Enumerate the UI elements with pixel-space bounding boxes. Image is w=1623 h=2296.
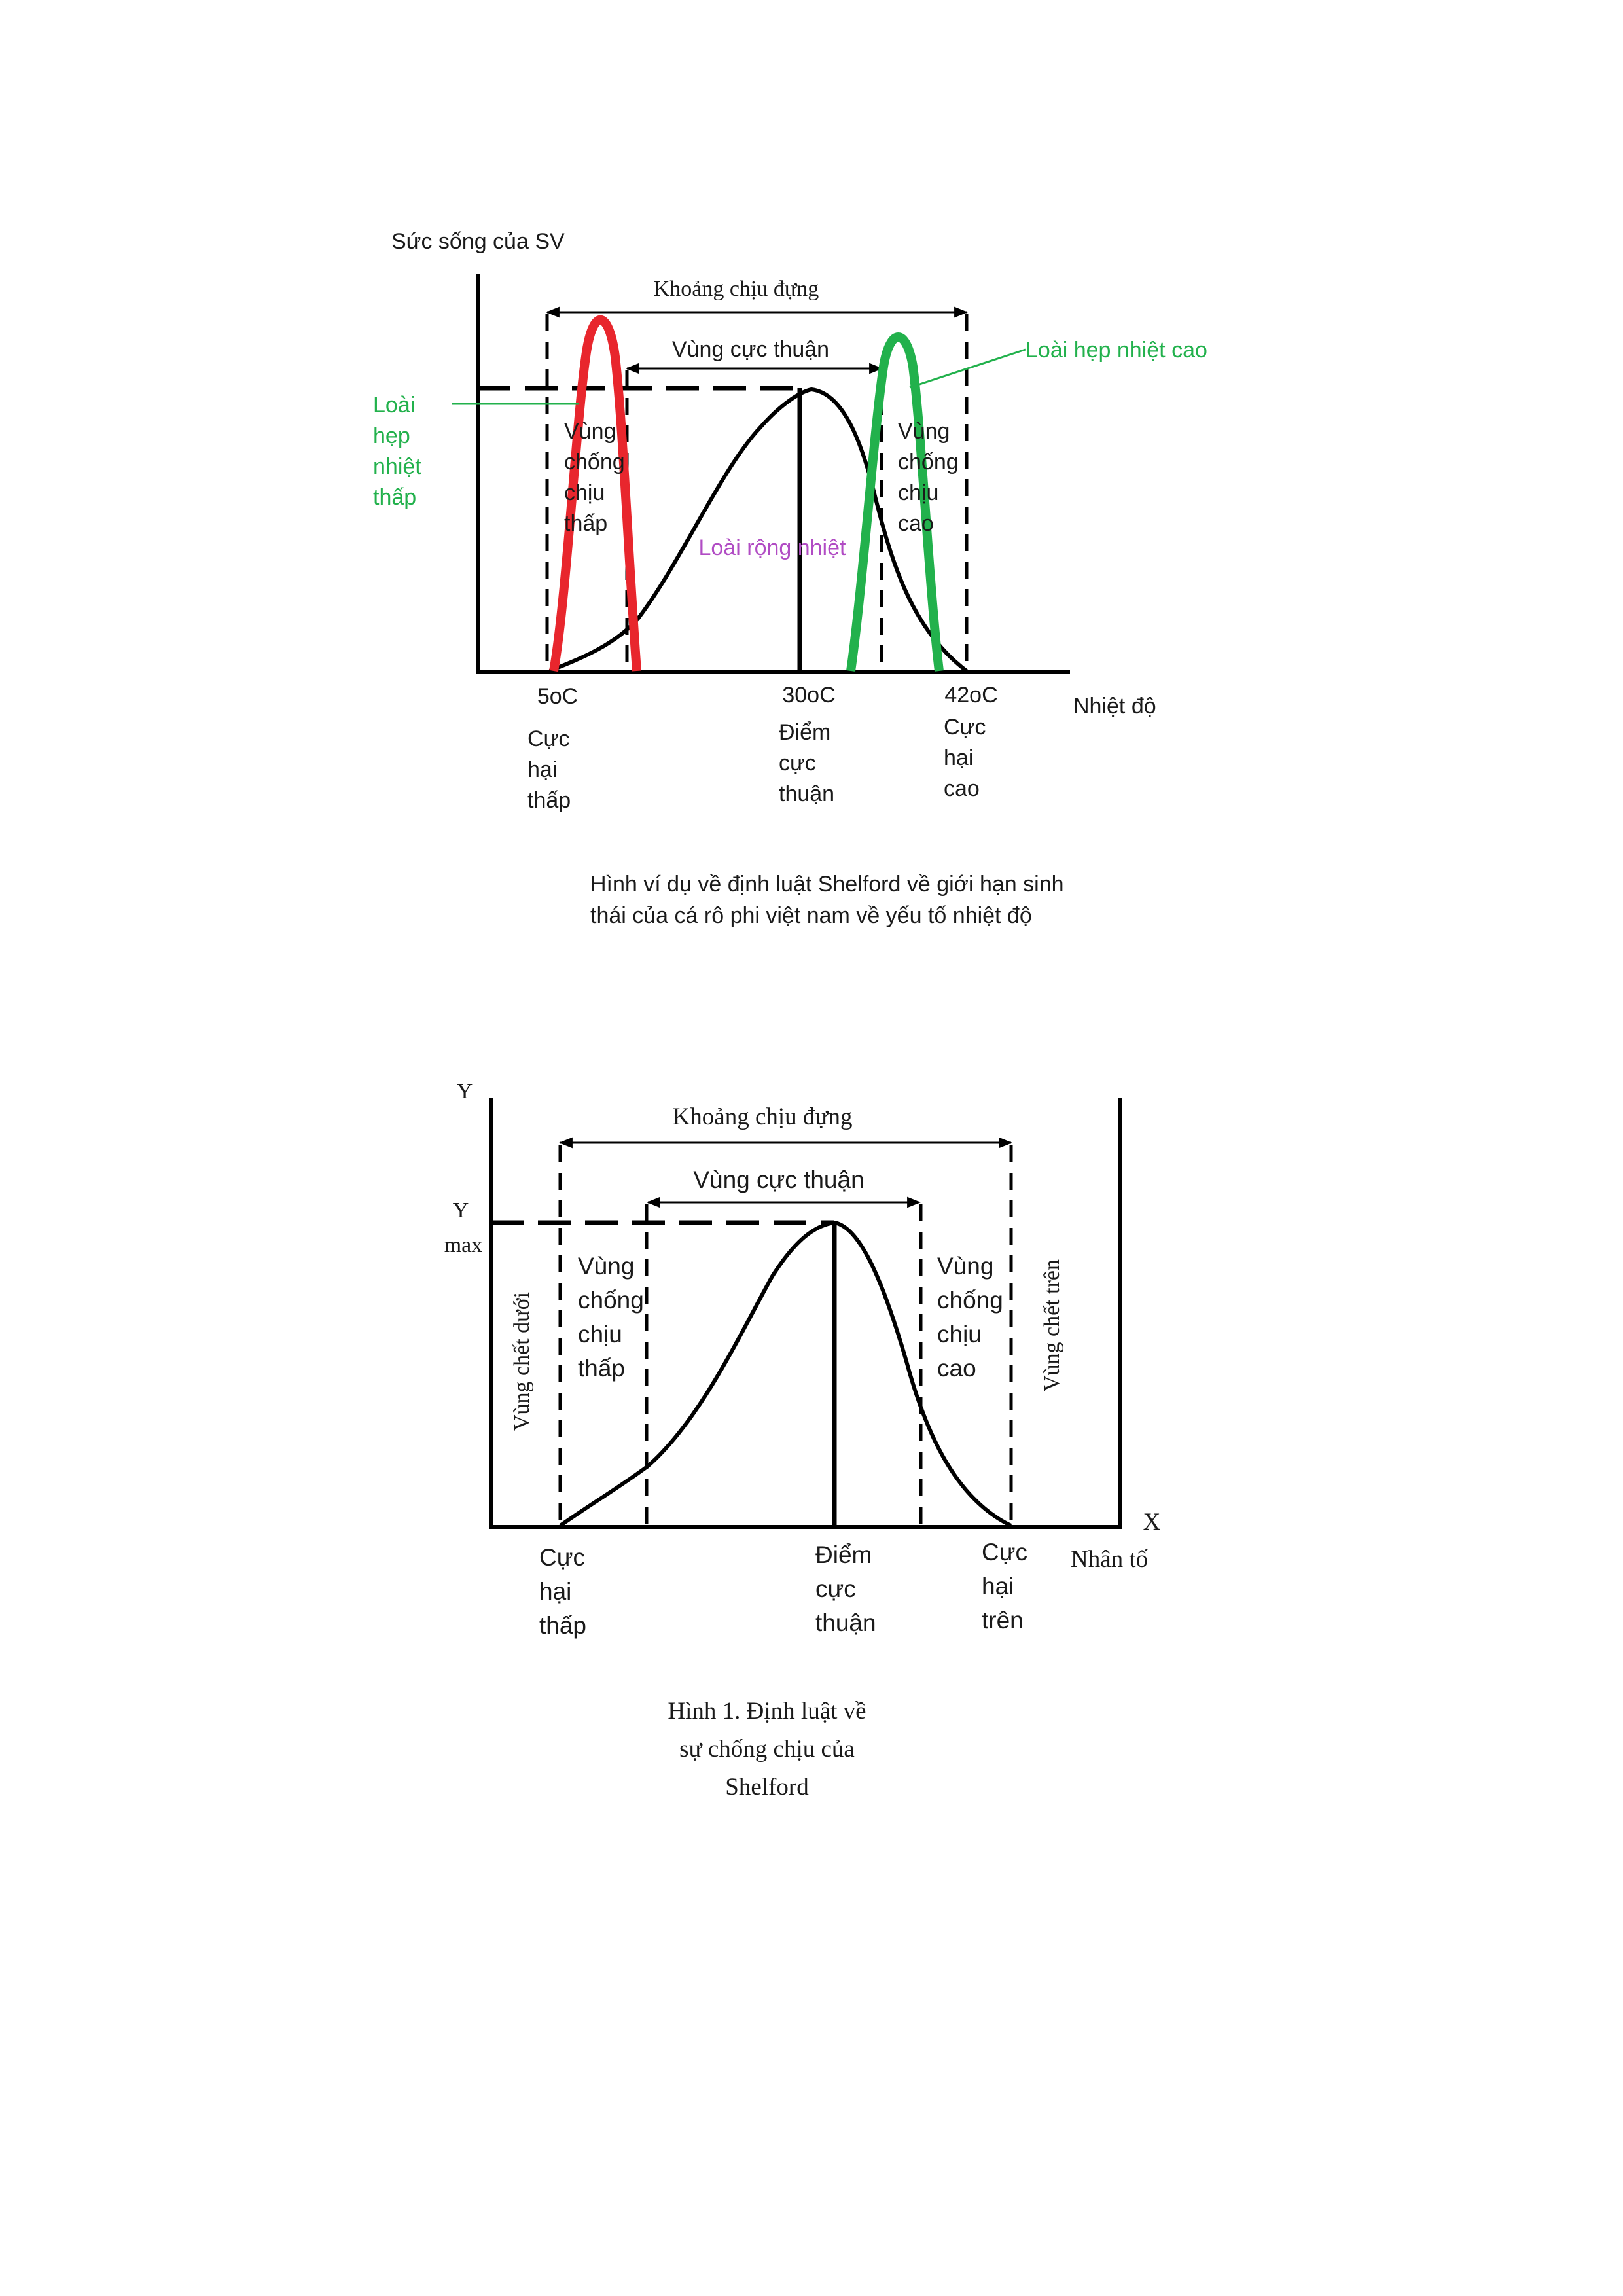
- svg-text:hại: hại: [539, 1578, 572, 1605]
- svg-text:hại: hại: [982, 1573, 1014, 1600]
- fig1-narrow-low-label: [373, 393, 421, 510]
- svg-text:thấp: thấp: [564, 511, 608, 536]
- fig2-high-resistance-label: [937, 1253, 1003, 1382]
- svg-text:chống: chống: [564, 450, 625, 475]
- svg-text:trên: trên: [982, 1607, 1024, 1634]
- svg-text:chịu: chịu: [564, 480, 605, 505]
- svg-text:hại: hại: [527, 757, 558, 782]
- fig1-y-axis-title: Sức sống của SV: [391, 229, 565, 254]
- svg-text:chống: chống: [578, 1287, 644, 1314]
- fig2-caption: [668, 1698, 866, 1801]
- svg-text:cực: cực: [815, 1575, 856, 1602]
- fig2-x-axis-title: Nhân tố: [1071, 1546, 1149, 1573]
- fig2-ymax-y: Y: [452, 1198, 469, 1223]
- fig2-low-limit-label: [539, 1544, 586, 1639]
- fig1-x-axis-title: Nhiệt độ: [1073, 694, 1156, 719]
- fig1-tick-low: 5oC: [537, 684, 579, 709]
- fig1-narrow-high-label: Loài hẹp nhiệt cao: [1026, 338, 1207, 363]
- svg-text:thấp: thấp: [527, 788, 571, 813]
- svg-text:Vùng: Vùng: [578, 1253, 635, 1280]
- svg-text:thấp: thấp: [539, 1612, 587, 1639]
- fig2-tolerance-label: Khoảng chịu đựng: [672, 1103, 853, 1130]
- figure-1: [373, 229, 1207, 928]
- fig2-ymax-max: max: [444, 1233, 483, 1257]
- svg-text:chịu: chịu: [898, 480, 939, 505]
- svg-text:Loài: Loài: [373, 393, 416, 418]
- fig1-low-limit-label: [527, 726, 571, 813]
- svg-text:Cực: Cực: [944, 715, 986, 740]
- svg-text:chống: chống: [898, 450, 959, 475]
- svg-text:thấp: thấp: [373, 485, 417, 510]
- svg-text:thuận: thuận: [779, 781, 835, 806]
- svg-text:thuận: thuận: [815, 1609, 876, 1636]
- fig1-tick-high: 42oC: [944, 683, 998, 708]
- figure-2: [444, 1079, 1161, 1801]
- svg-text:chịu: chịu: [578, 1321, 622, 1348]
- svg-text:hại: hại: [944, 745, 974, 770]
- svg-text:cao: cao: [898, 511, 934, 536]
- svg-text:Hình 1. Định luật về: Hình 1. Định luật về: [668, 1698, 866, 1725]
- fig1-tick-optimum: 30oC: [782, 683, 836, 708]
- fig1-optimum-point-label: [779, 720, 834, 806]
- svg-text:hẹp: hẹp: [373, 423, 410, 448]
- svg-text:chống: chống: [937, 1287, 1003, 1314]
- fig2-upper-death-label: Vùng chết trên: [1040, 1259, 1064, 1392]
- svg-text:Điểm: Điểm: [815, 1541, 872, 1568]
- svg-text:sự chống chịu của: sự chống chịu của: [679, 1736, 855, 1763]
- svg-text:Shelford: Shelford: [725, 1774, 809, 1801]
- svg-text:nhiệt: nhiệt: [373, 454, 421, 479]
- fig1-wide-species-label: Loài rộng nhiệt: [698, 535, 846, 560]
- svg-text:cao: cao: [944, 776, 980, 801]
- svg-text:Vùng: Vùng: [898, 419, 950, 444]
- fig1-caption: [590, 872, 1064, 928]
- svg-text:Cực: Cực: [982, 1539, 1027, 1566]
- fig1-tolerance-label: Khoảng chịu đựng: [653, 277, 819, 301]
- fig1-optimum-label: Vùng cực thuận: [671, 337, 830, 362]
- svg-text:Hình ví dụ về định luật Shelfo: Hình ví dụ về định luật Shelford về giới hạn sinh: [590, 872, 1064, 897]
- svg-text:Cực: Cực: [527, 726, 570, 751]
- svg-text:Điểm: Điểm: [779, 720, 831, 745]
- fig2-low-resistance-label: [578, 1253, 644, 1382]
- fig2-optimum-label: Vùng cực thuận: [693, 1166, 865, 1193]
- fig2-y-label: Y: [456, 1079, 473, 1103]
- fig2-high-limit-label: [982, 1539, 1027, 1634]
- svg-text:cao: cao: [937, 1355, 976, 1382]
- fig2-x-label: X: [1143, 1509, 1161, 1535]
- svg-text:thái của cá rô phi việt nam về: thái của cá rô phi việt nam về yếu tố nhiệt độ: [590, 903, 1032, 928]
- fig1-high-resistance-label: [898, 419, 959, 536]
- svg-text:Vùng: Vùng: [564, 419, 616, 444]
- fig2-optimum-point-label: [815, 1541, 876, 1636]
- svg-text:Cực: Cực: [539, 1544, 585, 1571]
- svg-text:chịu: chịu: [937, 1321, 982, 1348]
- svg-text:thấp: thấp: [578, 1355, 626, 1382]
- svg-text:Vùng: Vùng: [937, 1253, 994, 1280]
- fig2-lower-death-label: Vùng chết dưới: [510, 1291, 534, 1431]
- svg-text:cực: cực: [779, 751, 816, 776]
- fig1-high-limit-label: [944, 715, 986, 801]
